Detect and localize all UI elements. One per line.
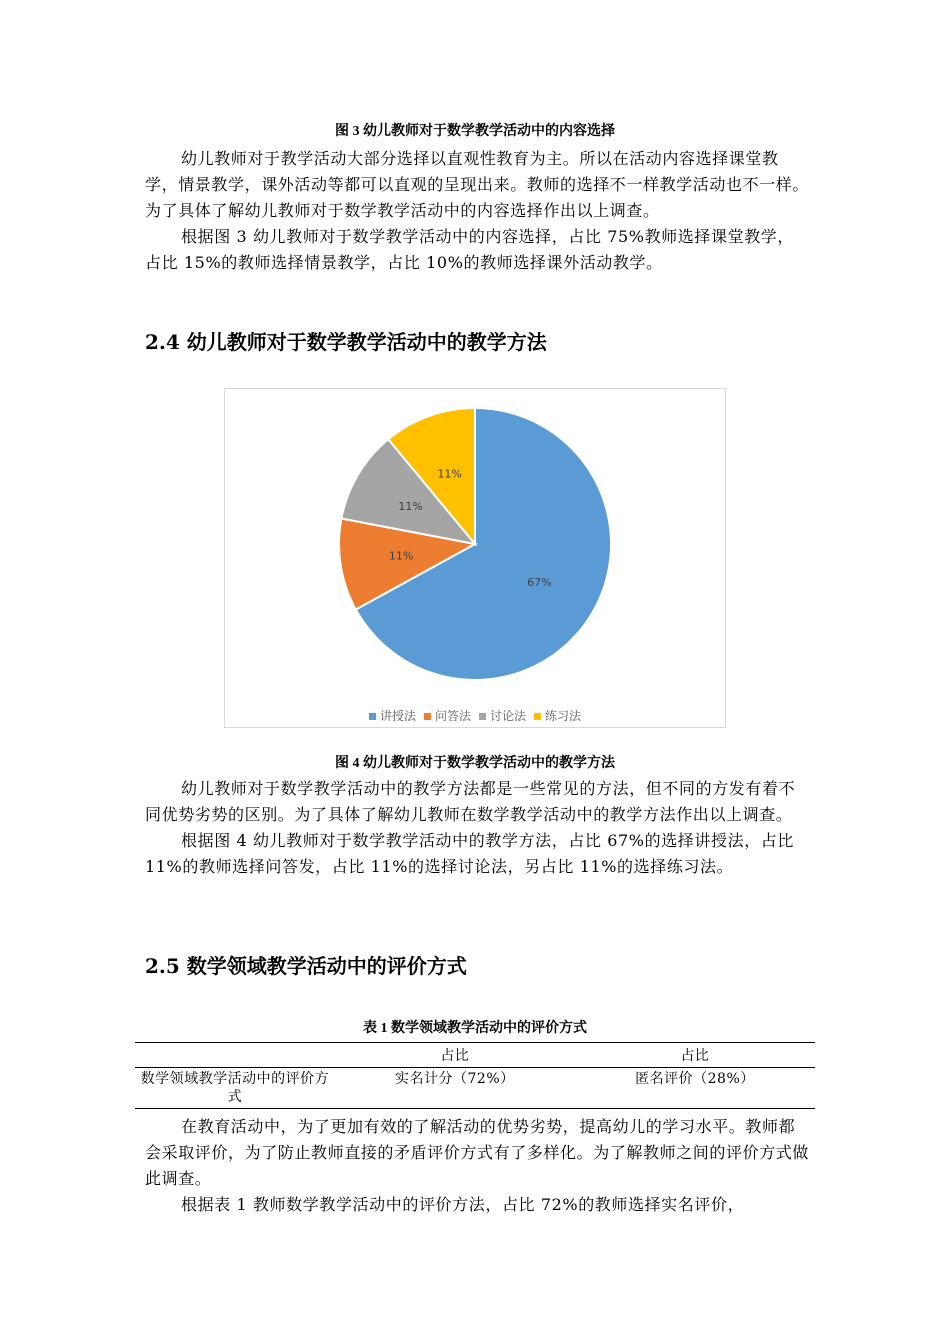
after-table-text: [145, 1114, 810, 1218]
pie-chart-svg: [225, 389, 725, 727]
figure-4-caption: 图 4 幼儿教师对于数学教学活动中的教学方法: [335, 756, 615, 771]
section-2-4-heading: 2.4 幼儿教师对于数学教学活动中的教学方法: [145, 330, 547, 354]
table-cell: 匿名评价（28%）: [635, 1071, 755, 1087]
legend-swatch: [424, 713, 431, 720]
paragraph: 根据表 1 教师数学教学活动中的评价方法，占比 72%的教师选择实名评价，: [181, 1195, 745, 1214]
legend-item-练习法: [534, 707, 581, 724]
legend-swatch: [534, 713, 541, 720]
fig3-text: [145, 146, 810, 276]
pie-data-label: 11%: [388, 549, 414, 563]
evaluation-table: [135, 1042, 815, 1109]
legend-swatch: [479, 713, 486, 720]
figure-3-caption: 图 3 幼儿教师对于数学教学活动中的内容选择: [335, 124, 615, 139]
paragraph: 根据图 3 幼儿教师对于数学教学活动中的内容选择，占比 75%教师选择课堂教学，占比 15%的教师选择情景教学，占比 10%的教师选择课外活动教学。: [145, 227, 795, 272]
table-header-cell: 占比: [440, 1048, 470, 1064]
table-header-row: [135, 1043, 815, 1068]
chart-legend: [225, 707, 725, 724]
legend-item-讲授法: [369, 707, 416, 724]
table-row: [135, 1068, 815, 1109]
table-header-cell: 占比: [680, 1048, 710, 1064]
table-cell: 实名计分（72%）: [395, 1071, 515, 1087]
pie-data-label: 67%: [527, 576, 552, 590]
legend-swatch: [369, 713, 376, 720]
table: [135, 1042, 815, 1109]
paragraph: 幼儿教师对于教学活动大部分选择以直观性教育为主。所以在活动内容选择课堂教学，情景教学，课外活动等都可以直观的呈现出来。教师的选择不一样教学活动也不一样。为了具体了解幼儿教师对于数学教学活动中的内容选择作出以上调查。: [145, 149, 810, 220]
fig4-text: [145, 776, 810, 880]
paragraph: 在教育活动中，为了更加有效的了解活动的优势劣势，提高幼儿的学习水平。教师都会采取评价，为了防止教师直接的矛盾评价方式有了多样化。为了解教师之间的评价方式做此调查。: [145, 1117, 810, 1188]
table-header-cell: [135, 1043, 335, 1068]
pie-data-label: 11%: [398, 499, 423, 513]
pie-chart-teaching-methods: [224, 388, 726, 728]
section-2-5-heading: 2.5 数学领域教学活动中的评价方式: [145, 954, 467, 978]
legend-label: 讨论法: [490, 709, 527, 723]
legend-item-讨论法: [479, 707, 526, 724]
paragraph: 幼儿教师对于数学教学活动中的教学方法都是一些常见的方法，但不同的方发有着不同优势劣势的区别。为了具体了解幼儿教师在数学教学活动中的教学方法作出以上调查。: [145, 779, 796, 824]
table-cell: 数学领域教学活动中的评价方式: [140, 1071, 330, 1105]
legend-item-问答法: [424, 707, 471, 724]
legend-label: 讲授法: [379, 709, 416, 723]
legend-label: 练习法: [545, 709, 582, 723]
legend-label: 问答法: [434, 709, 471, 723]
paragraph: 根据图 4 幼儿教师对于数学教学活动中的教学方法，占比 67%的选择讲授法，占比 11%的教师选择问答发，占比 11%的选择讨论法，另占比 11%的选择练习法。: [145, 831, 795, 876]
pie-data-label: 11%: [437, 467, 462, 481]
table-1-caption: 表 1 数学领域教学活动中的评价方式: [363, 1021, 587, 1036]
